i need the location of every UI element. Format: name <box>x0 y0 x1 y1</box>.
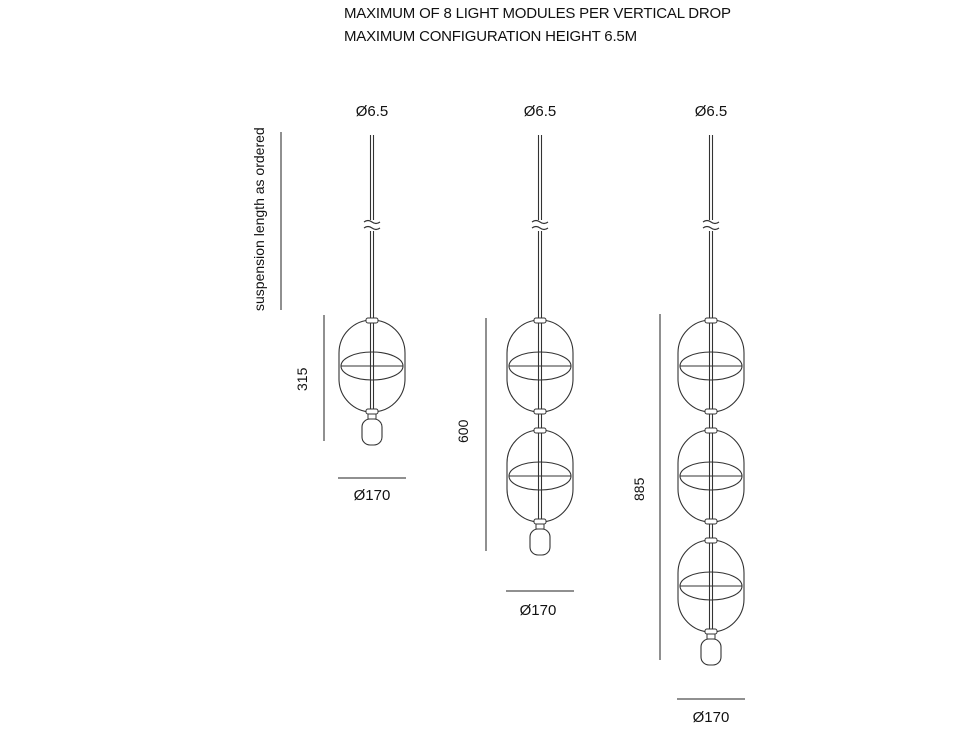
break-mark <box>703 221 719 224</box>
pendant-variant-1 <box>294 103 406 504</box>
height-label: 600 <box>455 419 471 443</box>
bulb-holder <box>368 414 376 419</box>
pendant-variant-2 <box>455 103 574 619</box>
module-connector <box>534 409 546 414</box>
module-connector <box>705 318 717 323</box>
bulb <box>701 639 721 665</box>
bulb <box>530 529 550 555</box>
bulb-holder <box>707 634 715 639</box>
module-connector <box>366 409 378 414</box>
width-label: Ø170 <box>353 487 391 504</box>
bulb <box>362 419 382 445</box>
module-connector <box>705 428 717 433</box>
break-mark <box>364 227 380 230</box>
module-connector <box>534 519 546 524</box>
module-connector <box>705 409 717 414</box>
break-mark <box>703 227 719 230</box>
width-label: Ø170 <box>692 709 730 726</box>
cable-diameter-label: Ø6.5 <box>694 103 728 120</box>
width-label: Ø170 <box>519 602 557 619</box>
pendant-variant-3 <box>631 103 745 726</box>
module-connector <box>534 428 546 433</box>
module-connector <box>705 519 717 524</box>
height-label: 315 <box>294 367 310 391</box>
bulb-holder <box>536 524 544 529</box>
note-max-modules: MAXIMUM OF 8 LIGHT MODULES PER VERTICAL DROP <box>344 5 731 22</box>
height-label: 885 <box>631 477 647 501</box>
suspension-label: suspension length as ordered <box>251 127 267 311</box>
break-mark <box>532 227 548 230</box>
note-max-height: MAXIMUM CONFIGURATION HEIGHT 6.5M <box>344 28 637 45</box>
cable-diameter-label: Ø6.5 <box>355 103 389 120</box>
cable-diameter-label: Ø6.5 <box>523 103 557 120</box>
module-connector <box>366 318 378 323</box>
module-connector <box>705 538 717 543</box>
module-connector <box>534 318 546 323</box>
break-mark <box>532 221 548 224</box>
module-connector <box>705 629 717 634</box>
break-mark <box>364 221 380 224</box>
